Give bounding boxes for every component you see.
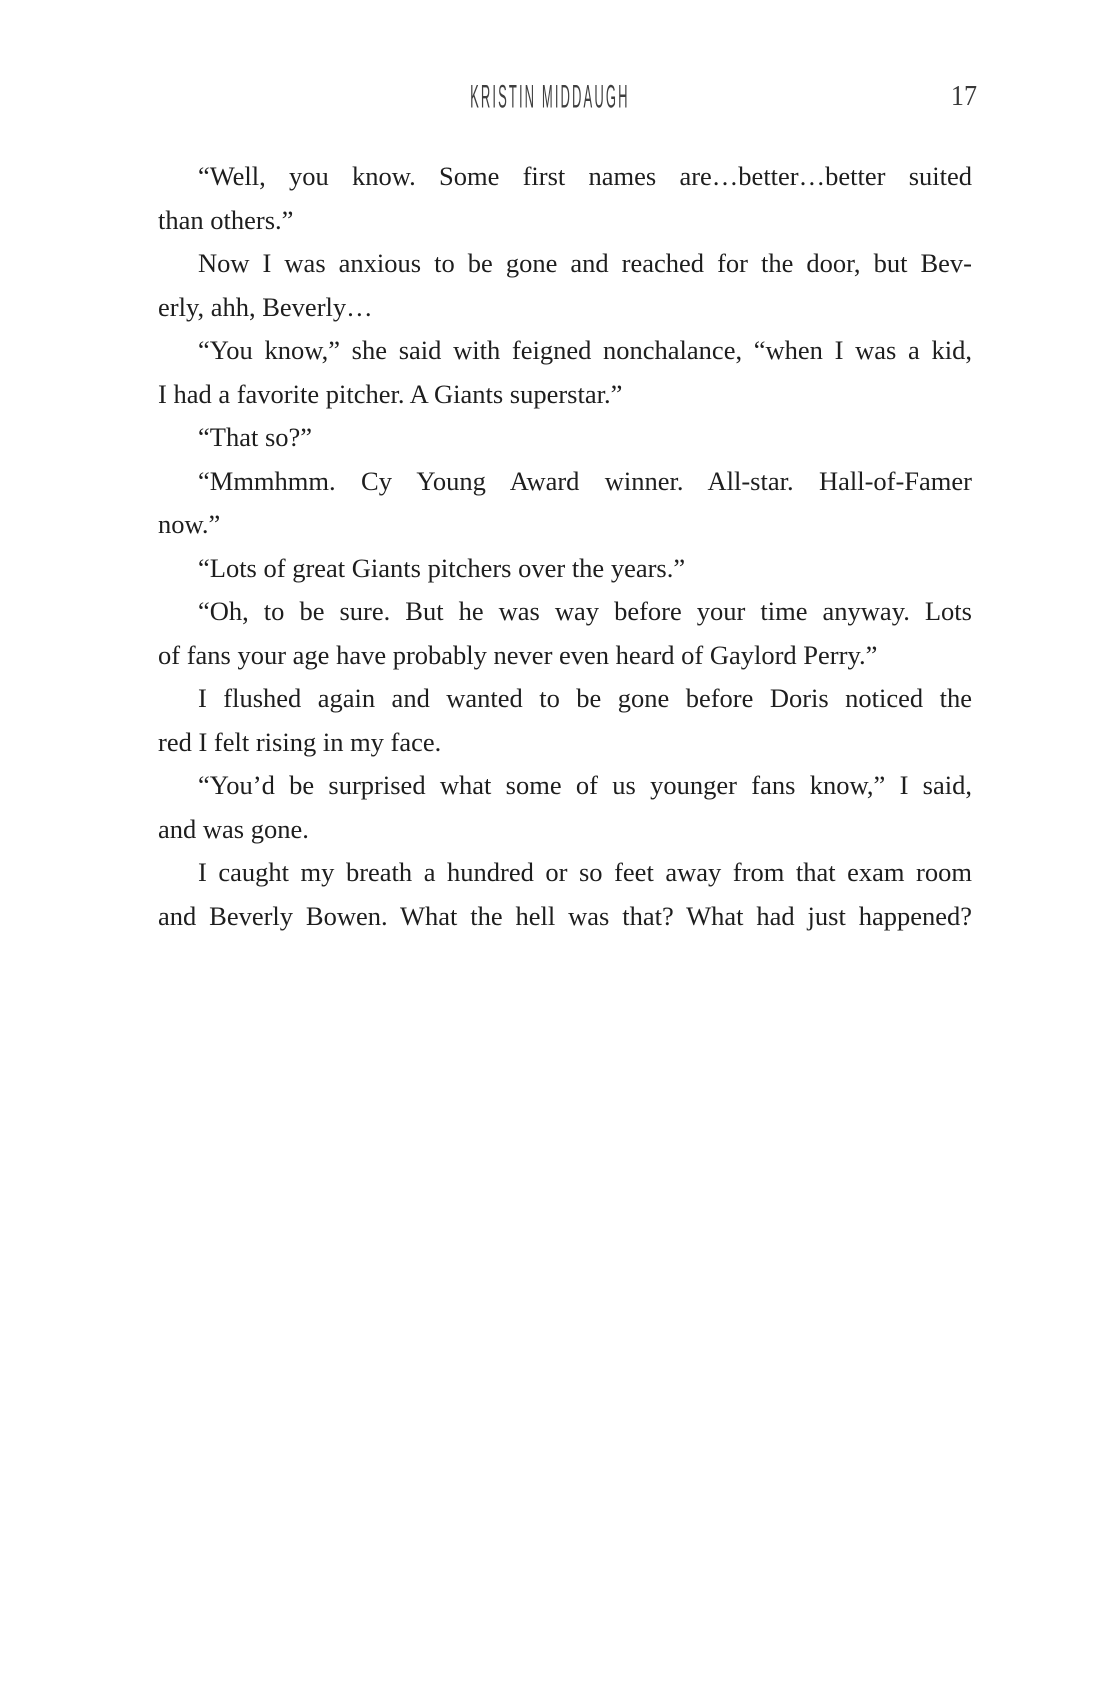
text-line: I flushed again and wanted to be gone before Doris noticed the [198,683,972,713]
text-line: erly, ahh, Beverly… [158,291,373,322]
text-line: I had a favorite pitcher. A Giants superstar.” [158,378,623,409]
text-line: of fans your age have probably never even heard of Gaylord Perry.” [158,639,878,670]
text-line: “You know,” she said with feigned nonchalance, “when I was a kid, [198,335,972,365]
text-line: I caught my breath a hundred or so feet away from that exam room [198,857,972,887]
text-line: “Well, you know. Some first names are…better…better suited [198,161,972,191]
body-text [158,155,972,938]
text-line: red I felt rising in my face. [158,726,442,757]
running-header [0,78,1100,114]
text-line: “Oh, to be sure. But he was way before your time anyway. Lots [198,596,972,626]
text-line: and Beverly Bowen. What the hell was that? What had just happened? [158,900,972,931]
text-line: Now I was anxious to be gone and reached for the door, but Bev- [198,248,972,278]
page-number: 17 [950,80,977,112]
text-line: “Lots of great Giants pitchers over the years.” [198,552,686,583]
running-title: KRISTIN MIDDAUGH [470,78,630,115]
text-line: “Mmmhmm. Cy Young Award winner. All-star. Hall-of-Famer [198,465,972,496]
text-line: “You’d be surprised what some of us younger fans know,” I said, [198,770,972,800]
text-line: “That so?” [198,422,313,452]
text-line: and was gone. [158,813,309,844]
text-line: than others.” [158,204,294,235]
text-line: now.” [158,509,221,539]
